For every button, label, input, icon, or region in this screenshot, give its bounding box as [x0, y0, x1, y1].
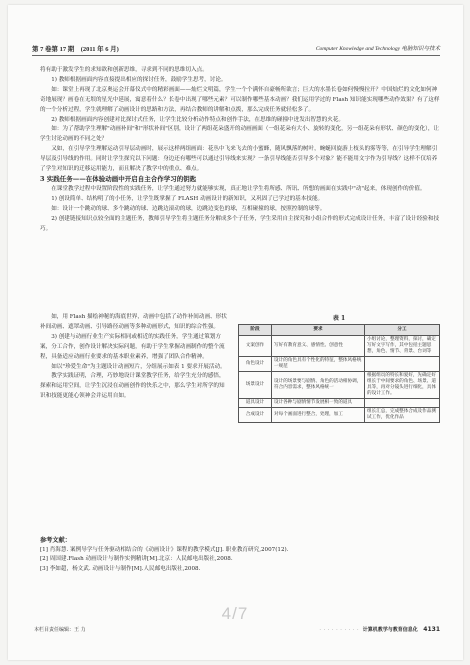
table-cell: 根据组员的特长和爱好，先确定好组长于中间要求的角色、场景、道具等，再对分镜头进行细化，具体的设计工作。	[365, 372, 440, 399]
paragraph: 3) 创建与动画行业生产实际相同或相近的实践任务，学生通过策划方案，分工合作，创作设计解决实际问题，有助于学生掌握动画制作的整个流程，具备适应动画行业要求的基本职业素养，增强了团队合作精神。	[40, 333, 225, 360]
paragraph: 如以"珍爱生命"为主题设计动画短片，分组展示如表 1 要求开展活动。	[51, 363, 226, 370]
header-rule	[32, 55, 440, 56]
page-footer	[34, 626, 440, 636]
table-row	[239, 357, 440, 372]
footer-journal-name: 计算机教学与教育信息化	[362, 627, 418, 633]
table-cell: 设计的角色具有个性化的特征，整体风格统一规范	[272, 357, 365, 372]
table-cell: 组长汇总，完成整体合成及作品测试工作，优化作品	[365, 408, 440, 423]
paragraph: 2) 教师根据画面内容创建对比探讨式任务，让学生比较分析动作特点和创作手法，在思维的碰撞中迸发出智慧的火花。	[51, 116, 344, 123]
table-cell	[365, 357, 440, 372]
table-header-cell: 要求	[272, 325, 365, 336]
paragraph: 2) 创建链接知识点较全面的主题任务，教师引导学生将主题任务分解成多个子任务，学生采用自主探究和小组合作的形式完成设计任务，丰富了设计经验和技巧。	[40, 215, 440, 232]
table-row	[239, 408, 440, 423]
footer-journal-block	[319, 626, 440, 633]
footer-dots: · · · · · · · · · ·	[319, 627, 360, 633]
paragraph: 如：设计一个跳动的球、多个跳动的球、边跳边滚动的球，边跳边变色的球，互相碰撞的球，按照控制的球等。	[51, 205, 326, 212]
table-header-row	[239, 325, 440, 336]
table-cell: 对每个画面进行整合，处理，加工	[272, 408, 365, 423]
table-cell: 写好有教育意义、感情性、创意性	[272, 336, 365, 357]
references-heading: 参考文献：	[40, 537, 71, 544]
table-cell: 文案创作	[239, 336, 272, 357]
page-position-marker: 4/7	[221, 604, 249, 623]
table-cell: 道具设计	[239, 399, 272, 408]
paragraph: 1) 教师根据画面内容直接提出相应的探讨任务，鼓励学生思考，讨论。	[51, 76, 227, 83]
header-issue: 第 7 卷第 17 期 (2011 年 6 月)	[32, 46, 119, 53]
page-number: 4131	[423, 626, 440, 633]
table-cell: 合成设计	[239, 408, 272, 423]
reference-item: [3] 李如超，杨文武. 动画设计与制作[M].人民邮电出版社,2008.	[40, 565, 201, 572]
reference-item: [1] 肖海慧. 案例导学与任务驱动相结合的《动画设计》课程的教学模式[J]. 职业教育研究,2007(12).	[40, 546, 289, 553]
paragraph: 1) 创设简单、结构明了的小任务，让学生既掌握了 FLASH 动画设计的新知识，又巩固了已学过的基本技能。	[51, 195, 324, 202]
footer-editor: 本栏目责任编辑：王 力	[34, 627, 86, 633]
table-row	[239, 372, 440, 399]
paragraph: 将有助于激发学生的求知欲和创新思维，寻求到不同的思维切入点。	[40, 67, 208, 73]
table-cell: 小组讨论，整理资料，探讨，确定写好文字写作，其中包括主题思想，角色、情节、背景、台词等	[365, 336, 440, 357]
reference-item: [2] 周国建.Flash 动画设计与制作实例精讲[M].北京：人民邮电出版社,2008.	[40, 556, 233, 563]
table-caption: 表 1	[332, 315, 346, 322]
table-cell	[365, 399, 440, 408]
table-row	[239, 399, 440, 408]
section-heading: 3 实践任务——在体验动画中开启自主合作学习的钥匙	[40, 174, 197, 183]
paragraph: 如，用 Flash 描绘神秘的海底世界，动画中包括了动作补间动画、形状补间动画、遮罩动画、引导路径动画等多种动画形式，知识的综合性强。	[40, 314, 227, 330]
table-row	[239, 336, 440, 357]
paragraph: 如：课堂上再现了北京奥运会开幕仪式中的精彩画面——灿烂文明篇，学生一个个满怀自豪畅所欲言；巨大的水墨长卷如何慢慢拉开？中国灿烂的文化如何神奇地展现？画卷在无垠的星光中延展，寓意着什么？长卷中出现了哪些元素？可以制作哪些基本动画？我们运用学过的 Flash 知识能实现哪些动作效果？有了这样的一个分析过程，学生就理解了动画设计的思路和方法，再结合教师的讲解和点拨，那么完成任务就轻松多了。	[40, 86, 440, 113]
references	[40, 536, 440, 574]
paragraph: 如：为了帮助学生理解"动画补间"和"形状补间"区别，设计了两组花朵盛开的动画画面（一组花朵有大小、旋转的变化，另一组花朵有形状、颜色的变化），让学生讨论动画的不同之处？	[40, 126, 440, 143]
header-journal: Computer Knowledge and Technology 电脑知识与技术	[315, 46, 440, 52]
table-block	[238, 313, 440, 423]
body-text	[40, 66, 440, 234]
table-header-cell: 分工	[365, 325, 440, 336]
task-table	[238, 324, 440, 423]
table-header-cell: 阶段	[239, 325, 272, 336]
table-cell: 角色设计	[239, 357, 272, 372]
table-cell: 设计的场景要与剧情、角色的活动相协调，符合内容需求，整体风格统一	[272, 372, 365, 399]
paragraph: 在课堂教学过程中设置阶段性的实践任务，让学生通过努力就能够实现，真正地让学生将所感、所讯、所想的画面在实践中"动"起来，体现创作的价值。	[51, 185, 426, 192]
left-column	[40, 313, 230, 402]
paragraph: 教学实践证明，合理，巧妙地设计课堂教学任务，给学生充分的感悟，探索和运用空间，让学生沉浸在动画创作的快乐之中，那么学生对所学的知识和技能更能心领神会并运用自如。	[40, 373, 225, 400]
paragraph: 又如，在引导学生理解运动引导层动画时，展示这样两组画面：花丛中飞来飞去的小蜜蜂，随风飘落的树叶，蜿蜒回旋游上枝头的雾等等，在引导学生理解引导层及引导线的作用。同时让学生探究以下问题：身边还有哪些可以通过引导线来实现？一条引导线能否引导多个对象？能不能用文字作为引导线？这样不仅培养了学生对知识的迁移运用能力，而且解决了教学中的重点、难点。	[40, 146, 438, 173]
table-cell: 设计各种与剧情情节发展相一致的道具	[272, 399, 365, 408]
table-cell: 场景设计	[239, 372, 272, 399]
